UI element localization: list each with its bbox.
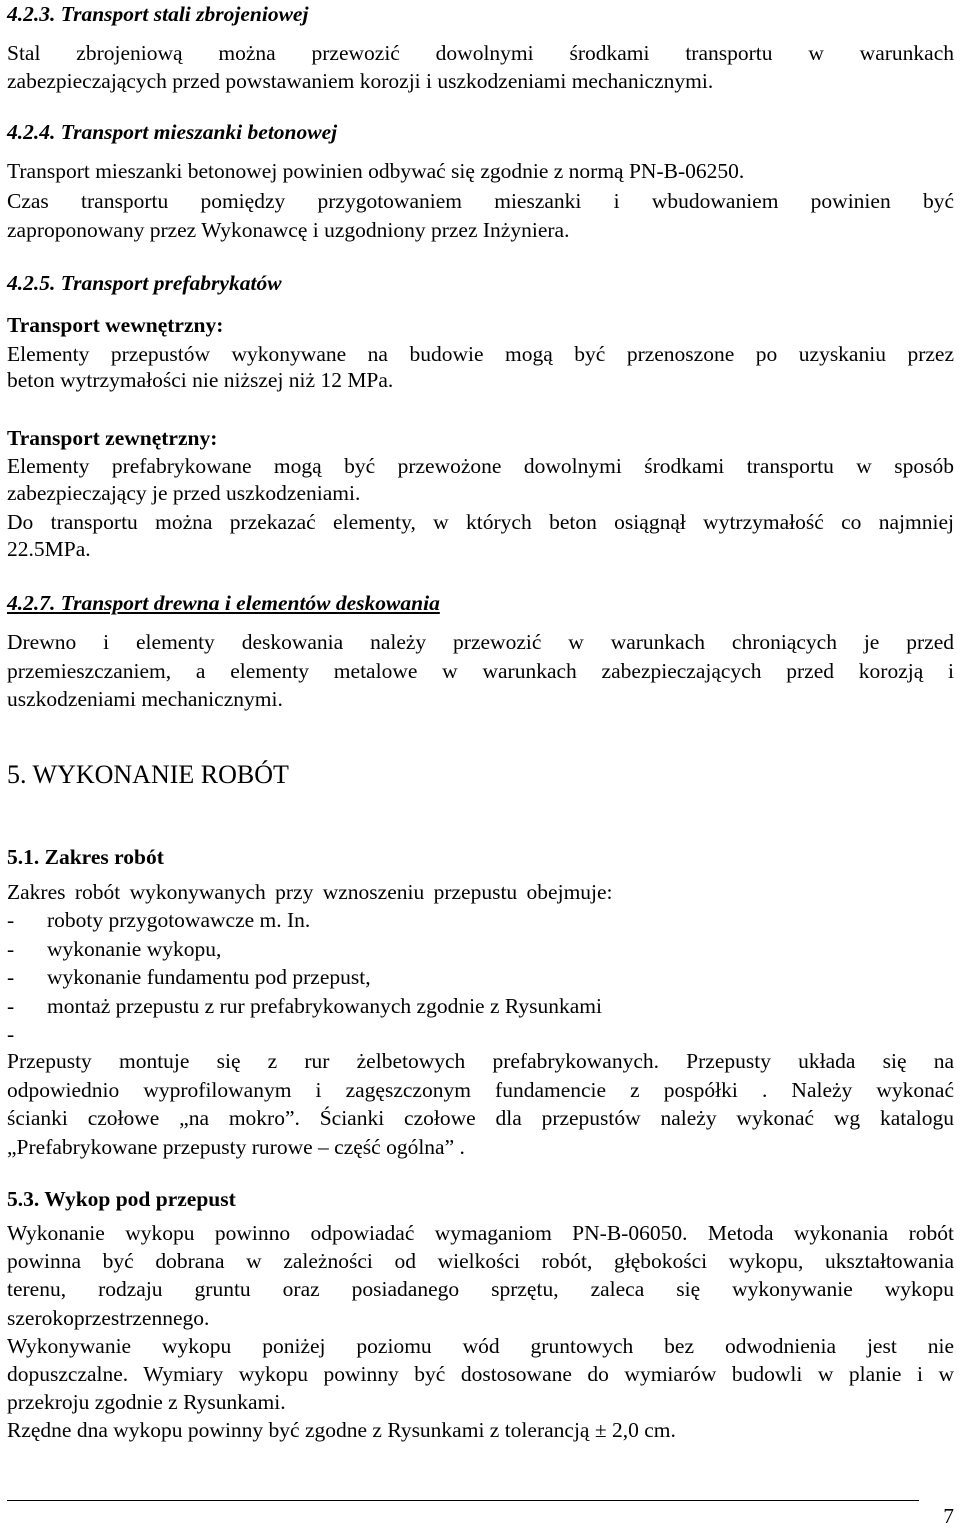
paragraph-line: 22.5MPa. (7, 537, 91, 561)
list-dash: - (7, 908, 15, 932)
paragraph-line: „Prefabrykowane przepusty rurowe – część ogólna” . (7, 1135, 465, 1159)
list-item (7, 963, 602, 992)
page-number: 7 (943, 1504, 954, 1528)
paragraph-line: Wykonywanie wykopu poniżej poziomu wód gruntowych bez odwodnienia jest nie (7, 1334, 954, 1358)
paragraph-line: przekroju zgodnie z Rysunkami. (7, 1390, 286, 1414)
list-dash: - (7, 993, 15, 1018)
paragraph-line: Elementy przepustów wykonywane na budowie mogą być przenoszone po uzyskaniu przez (7, 342, 954, 366)
paragraph-line: Elementy prefabrykowane mogą być przewożone dowolnymi środkami transportu w sposób (7, 454, 954, 478)
paragraph-line: zabezpieczający je przed uszkodzeniami. (7, 481, 361, 505)
list-dash: - (7, 965, 15, 989)
section-heading-4-2-7: 4.2.7. Transport drewna i elementów deskowania (7, 591, 440, 615)
list-item (7, 992, 602, 1021)
paragraph-line: Do transportu można przekazać elementy, w których beton osiągnął wytrzymałość co najmniej (7, 510, 954, 534)
scope-list (7, 906, 602, 1049)
paragraph-line: powinna być dobrana w zależności od wielkości robót, głębokości wykopu, ukształtowania (7, 1249, 954, 1273)
subheading-internal-transport: Transport wewnętrzny: (7, 313, 224, 337)
section-heading-4-2-5: 4.2.5. Transport prefabrykatów (7, 271, 282, 295)
paragraph-line: szerokoprzestrzennego. (7, 1306, 210, 1330)
paragraph-line: Czas transportu pomiędzy przygotowaniem mieszanki i wbudowaniem powinien być (7, 189, 954, 213)
paragraph-line: Rzędne dna wykopu powinny być zgodne z Rysunkami z tolerancją ± 2,0 cm. (7, 1418, 676, 1442)
section-heading-5-3: 5.3. Wykop pod przepust (7, 1187, 236, 1211)
list-item-text: montaż przepustu z rur prefabrykowanych zgodnie z Rysunkami (47, 993, 602, 1018)
paragraph-line: Stal zbrojeniową można przewozić dowolnymi środkami transportu w warunkach (7, 41, 954, 65)
list-item (7, 906, 602, 935)
paragraph-line: Wykonanie wykopu powinno odpowiadać wymaganiom PN-B-06050. Metoda wykonania robót (7, 1221, 954, 1245)
paragraph-line: dopuszczalne. Wymiary wykopu powinny być dostosowane do wymiarów budowli w planie i w (7, 1362, 954, 1386)
subheading-external-transport: Transport zewnętrzny: (7, 426, 218, 450)
paragraph-line: zabezpieczających przed powstawaniem korozji i uszkodzeniami mechanicznymi. (7, 69, 714, 93)
list-item-text: wykonanie wykopu, (47, 936, 222, 961)
paragraph-line: Transport mieszanki betonowej powinien odbywać się zgodnie z normą PN-B-06250. (7, 159, 745, 183)
paragraph-line: zaproponowany przez Wykonawcę i uzgodniony przez Inżyniera. (7, 218, 570, 242)
section-heading-4-2-4: 4.2.4. Transport mieszanki betonowej (7, 120, 338, 144)
list-item-text: wykonanie fundamentu pod przepust, (47, 965, 371, 989)
paragraph-line: terenu, rodzaju gruntu oraz posiadanego sprzętu, zaleca się wykonywanie wykopu (7, 1277, 954, 1301)
list-dash: - (7, 1022, 15, 1046)
paragraph-line: beton wytrzymałości nie niższej niż 12 MPa. (7, 368, 394, 392)
list-dash: - (7, 936, 15, 961)
section-heading-5-1: 5.1. Zakres robót (7, 845, 164, 869)
paragraph-line: Zakres robót wykonywanych przy wznoszeniu przepustu obejmuje: (7, 880, 613, 904)
list-item (7, 1020, 602, 1049)
paragraph-line: Przepusty montuje się z rur żelbetowych prefabrykowanych. Przepusty układa się na (7, 1049, 954, 1073)
paragraph-line: odpowiednio wyprofilowanym i zagęszczonym fundamencie z pospółki . Należy wykonać (7, 1078, 954, 1102)
paragraph-line: uszkodzeniami mechanicznymi. (7, 687, 283, 711)
paragraph-line: Drewno i elementy deskowania należy przewozić w warunkach chroniących je przed (7, 630, 954, 654)
list-item (7, 935, 602, 964)
paragraph-line: ścianki czołowe „na mokro”. Ścianki czołowe dla przepustów należy wykonać wg katalogu (7, 1106, 954, 1130)
chapter-heading-5: 5. WYKONANIE ROBÓT (7, 760, 289, 789)
list-item-text: roboty przygotowawcze m. In. (47, 908, 311, 932)
paragraph-line: przemieszczaniem, a elementy metalowe w warunkach zabezpieczających przed korozją i (7, 659, 954, 683)
section-heading-4-2-3: 4.2.3. Transport stali zbrojeniowej (7, 2, 309, 26)
footer-divider (7, 1500, 919, 1501)
